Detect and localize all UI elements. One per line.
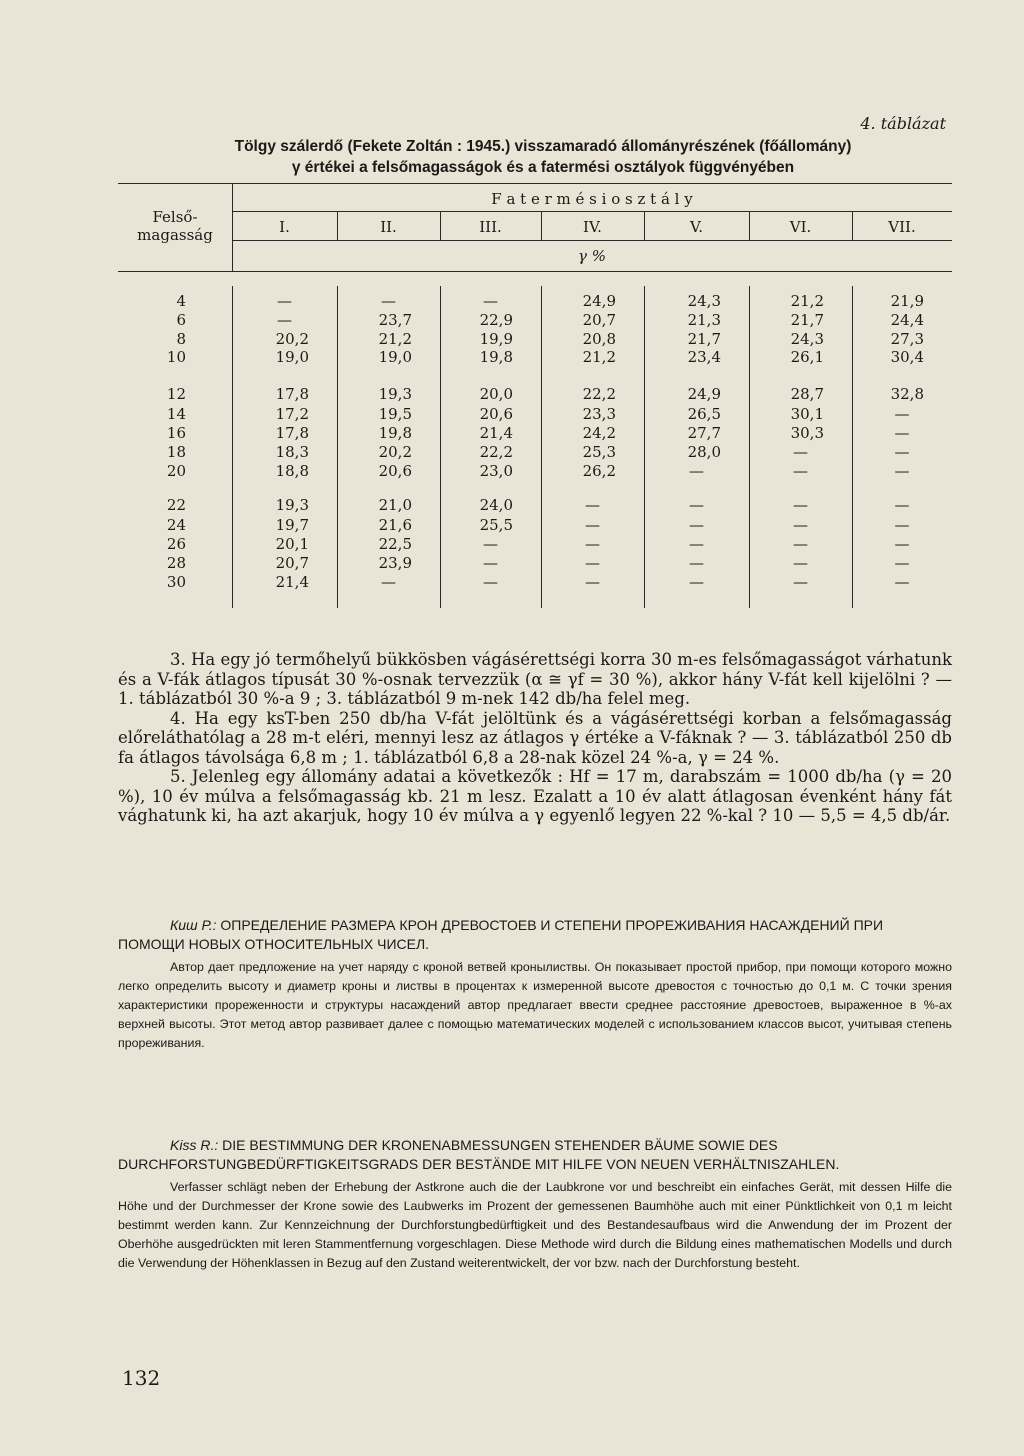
table-cell: 17,8 (275, 385, 309, 403)
table-cell: 24,0 (479, 496, 513, 514)
table-cell: 17,8 (275, 424, 309, 442)
table-cell: 22,2 (582, 385, 616, 403)
table-cell: 26,1 (790, 348, 824, 366)
table-cell: 24,4 (890, 311, 924, 329)
table-cell: — (689, 462, 704, 480)
table-cell: — (793, 573, 808, 591)
data-table (0, 0, 1024, 620)
table-cell: 25,3 (582, 443, 616, 461)
table-cell: — (894, 516, 910, 534)
table-cell: — (793, 462, 808, 480)
abstract-german-author: Kiss R.: (170, 1137, 219, 1153)
table-cell: 21,0 (378, 496, 412, 514)
table-cell: 20,8 (582, 330, 616, 348)
group-header-rule (232, 211, 952, 212)
row-height-cell: 6 (176, 311, 186, 329)
table-cell: 23,7 (378, 311, 412, 329)
table-cell: 21,6 (378, 516, 412, 534)
table-cell: 32,8 (890, 385, 924, 403)
table-cell: — (585, 573, 600, 591)
table-cell: — (381, 573, 396, 591)
table-cell: 20,6 (378, 462, 412, 480)
table-cell: 19,8 (378, 424, 412, 442)
table-cell: — (894, 554, 910, 572)
abstract-german-body: Verfasser schlägt neben der Erhebung der Astkrone auch die der Laubkrone vor und beschreibt ein einfaches Gerät, mit dessen Hilfe die Höhe und der Durchmesser der Krone sowie des Laubwerks im Prozent der gemessenen Baumhöhe auch mit einer Pünktlichkeit von 0,1 m leicht bestimmt werden kann. Zur Kennzeichnung der Durchforstungbedürftigkeit und des Bestandesaufbaus wird die Anwendung der im Prozent der Oberhöhe ausgedrückten mit leren Stammentfernung vorgeschlagen. Diese Methode wird durch die Bildung eines mathematischen Modells und durch die Verwendung der Höhenklassen in Bezug auf den Zustand weiterentwickelt, der vor bzw. nach der Durchforstung besteht. (118, 1180, 952, 1270)
column-header: VII. (888, 218, 916, 236)
table-cell: 19,7 (275, 516, 309, 534)
table-cell: — (483, 292, 498, 310)
table-cell: 21,3 (687, 311, 721, 329)
row-height-cell: 24 (166, 516, 186, 534)
table-title-line-2: γ értékei a felsőmagasságok és a fatermési osztályok függvényében (291, 159, 795, 176)
row-height-cell: 10 (166, 348, 186, 366)
abstract-german (118, 1136, 952, 1273)
table-cell: — (689, 573, 704, 591)
table-cell: — (689, 535, 704, 553)
table-cell: — (689, 516, 704, 534)
abstract-german-title (118, 1136, 952, 1174)
table-cell: — (585, 535, 600, 553)
table-cell: 20,7 (275, 554, 309, 572)
table-cell: 25,5 (479, 516, 513, 534)
table-cell: 24,9 (582, 292, 616, 310)
table-cell: 18,3 (275, 443, 309, 461)
table-cell: — (793, 554, 808, 572)
table-cell: 20,6 (479, 405, 513, 423)
table-cell: 21,7 (790, 311, 824, 329)
abstract-russian (118, 916, 952, 1053)
table-cell: — (483, 554, 498, 572)
row-height-cell: 12 (166, 385, 186, 403)
table-cell: — (793, 535, 808, 553)
table-cell: — (793, 516, 808, 534)
table-cell: — (483, 535, 498, 553)
column-header: II. (380, 218, 397, 236)
table-cell: — (894, 573, 910, 591)
table-cell: 17,2 (275, 405, 309, 423)
table-cell: 21,7 (687, 330, 721, 348)
page-number: 132 (122, 1366, 161, 1390)
abstract-german-heading: DIE BESTIMMUNG DER KRONENABMESSUNGEN STEHENDER BÄUME SOWIE DES DURCHFORSTUNGBEDÜRFTIGKEITSGRADS DER BESTÄNDE MIT HILFE VON NEUEN VERHÄLTNISZAHLEN. (118, 1137, 840, 1172)
table-cell: — (585, 496, 600, 514)
table-cell: — (585, 554, 600, 572)
row-header: Felső- magasság (137, 208, 213, 244)
table-cell: — (894, 535, 910, 553)
row-height-cell: 8 (176, 330, 186, 348)
exercise-3: 3. Ha egy jó termőhelyű bükkösben vágásérettségi korra 30 m-es felsőmagasságot várhatunk és a V-fák átlagos típusát 30 %-osnak tervezzük (α ≅ γf = 30 %), akkor hány V-fát kell kijelölni ? — 1. táblázatból 30 %-a 9 ; 3. táblázatból 9 m-nek 142 db/ha felel meg. (118, 650, 952, 708)
table-cell: 19,0 (275, 348, 309, 366)
table-cell: 28,0 (687, 443, 721, 461)
group-header: F a t e r m é s i o s z t á l y (491, 190, 693, 208)
table-cell: 19,0 (378, 348, 412, 366)
column-header: V. (690, 218, 703, 236)
table-cell: 22,2 (479, 443, 513, 461)
table-cell: 28,7 (790, 385, 824, 403)
table-cell: 22,9 (479, 311, 513, 329)
table-cell: — (793, 496, 808, 514)
table-cell: 19,3 (378, 385, 412, 403)
table-cell: 21,9 (890, 292, 924, 310)
table-cell: 24,3 (687, 292, 721, 310)
column-header: IV. (583, 218, 602, 236)
table-cell: 20,2 (378, 443, 412, 461)
table-title-line-1: Tölgy szálerdő (Fekete Zoltán : 1945.) visszamaradó állományrészének (főállomány) (234, 138, 852, 155)
table-cell: — (277, 292, 292, 310)
table-cell: 20,1 (275, 535, 309, 553)
table-cell: 23,4 (687, 348, 721, 366)
table-cell: 21,2 (582, 348, 616, 366)
table-cell: 24,9 (687, 385, 721, 403)
table-cell: — (894, 462, 910, 480)
columns-header-rule (232, 240, 952, 241)
table-cell: 30,3 (790, 424, 824, 442)
table-cell: 30,1 (790, 405, 824, 423)
row-height-cell: 16 (166, 424, 186, 442)
table-cell: 24,2 (582, 424, 616, 442)
table-cell: 20,2 (275, 330, 309, 348)
exercises (118, 650, 952, 826)
table-cell: 21,2 (378, 330, 412, 348)
table-cell: 20,0 (479, 385, 513, 403)
table-cell: 26,2 (582, 462, 616, 480)
table-cell: 21,4 (275, 573, 309, 591)
header-bottom-rule (118, 271, 952, 272)
row-height-cell: 18 (166, 443, 186, 461)
row-height-cell: 28 (166, 554, 186, 572)
table-cell: 21,4 (479, 424, 513, 442)
row-height-cell: 30 (166, 573, 186, 591)
abstract-russian-title (118, 916, 952, 954)
table-cell: 19,5 (378, 405, 412, 423)
table-cell: — (277, 311, 292, 329)
table-cell: 20,7 (582, 311, 616, 329)
column-header: VI. (789, 218, 812, 236)
column-header: III. (479, 218, 502, 236)
table-cell: — (689, 496, 704, 514)
table-top-rule (118, 183, 952, 184)
table-cell: 27,3 (890, 330, 924, 348)
exercise-5: 5. Jelenleg egy állomány adatai a következők : Hf = 17 m, darabszám = 1000 db/ha (γ = 20 %), 10 év múlva a felsőmagasság kb. 21 m lesz. Ezalatt a 10 év alatt átlagosan évenként hány fát vághatunk ki, ha azt akarjuk, hogy 10 év múlva a γ egyenlő legyen 22 %-kal ? 10 — 5,5 = 4,5 db/ár. (118, 767, 952, 825)
table-cell: 26,5 (687, 405, 721, 423)
row-height-cell: 14 (166, 405, 186, 423)
table-cell: 23,0 (479, 462, 513, 480)
row-height-cell: 20 (166, 462, 186, 480)
table-cell: 19,9 (479, 330, 513, 348)
table-cell: — (483, 573, 498, 591)
row-height-cell: 22 (166, 496, 186, 514)
column-header: I. (279, 218, 290, 236)
table-cell: 24,3 (790, 330, 824, 348)
exercise-4: 4. Ha egy ksT-ben 250 db/ha V-fát jelöltünk és a vágásérettségi korban a felsőmagasság előreláthatólag a 28 m-t eléri, mennyi lesz az átlagos γ értéke a V-fáknak ? — 3. táblázatból 250 db fa átlagos távolsága 6,8 m ; 1. táblázatból 6,8 a 28-nak közel 24 %-a, γ = 24 %. (118, 708, 952, 767)
table-cell: — (894, 405, 910, 423)
table-cell: 23,9 (378, 554, 412, 572)
abstract-russian-body: Автор дает предложение на учет наряду с кроной ветвей кронылиствы. Он показывает простой прибор, при помощи которого можно легко определить высоту и диаметр кроны и листвы в процентах к измеренной высоте древостоя с точностью до 0,1 м. С точки зрения характеристики прореженности и структуры насаждений автор предлагает ввести среднее расстояние древостоев, выраженное в %-ах верхней высоты. Этот метод автор развивает далее с помощью математических моделей с использованием классов высот, учитывая степень прореживания. (118, 960, 952, 1050)
table-cell: 22,5 (378, 535, 412, 553)
table-cell: — (793, 443, 808, 461)
table-cell: 19,8 (479, 348, 513, 366)
row-height-cell: 4 (176, 292, 186, 310)
table-cell: — (585, 516, 600, 534)
table-cell: 27,7 (687, 424, 721, 442)
row-height-cell: 26 (166, 535, 186, 553)
table-cell: 19,3 (275, 496, 309, 514)
table-cell: — (894, 443, 910, 461)
table-number: 4. táblázat (860, 114, 946, 133)
table-cell: 21,2 (790, 292, 824, 310)
table-cell: 23,3 (582, 405, 616, 423)
table-cell: — (381, 292, 396, 310)
abstract-russian-author: Киш Р.: (170, 917, 217, 933)
table-cell: 18,8 (275, 462, 309, 480)
unit-header: γ % (578, 247, 606, 265)
table-cell: — (894, 424, 910, 442)
abstract-russian-heading: ОПРЕДЕЛЕНИЕ РАЗМЕРА КРОН ДРЕВОСТОЕВ И СТЕПЕНИ ПРОРЕЖИВАНИЯ НАСАЖДЕНИЙ ПРИ ПОМОЩИ НОВЫХ ОТНОСИТЕЛЬНЫХ ЧИСЕЛ. (118, 917, 884, 952)
table-cell: 30,4 (890, 348, 924, 366)
table-cell: — (689, 554, 704, 572)
table-cell: — (894, 496, 910, 514)
